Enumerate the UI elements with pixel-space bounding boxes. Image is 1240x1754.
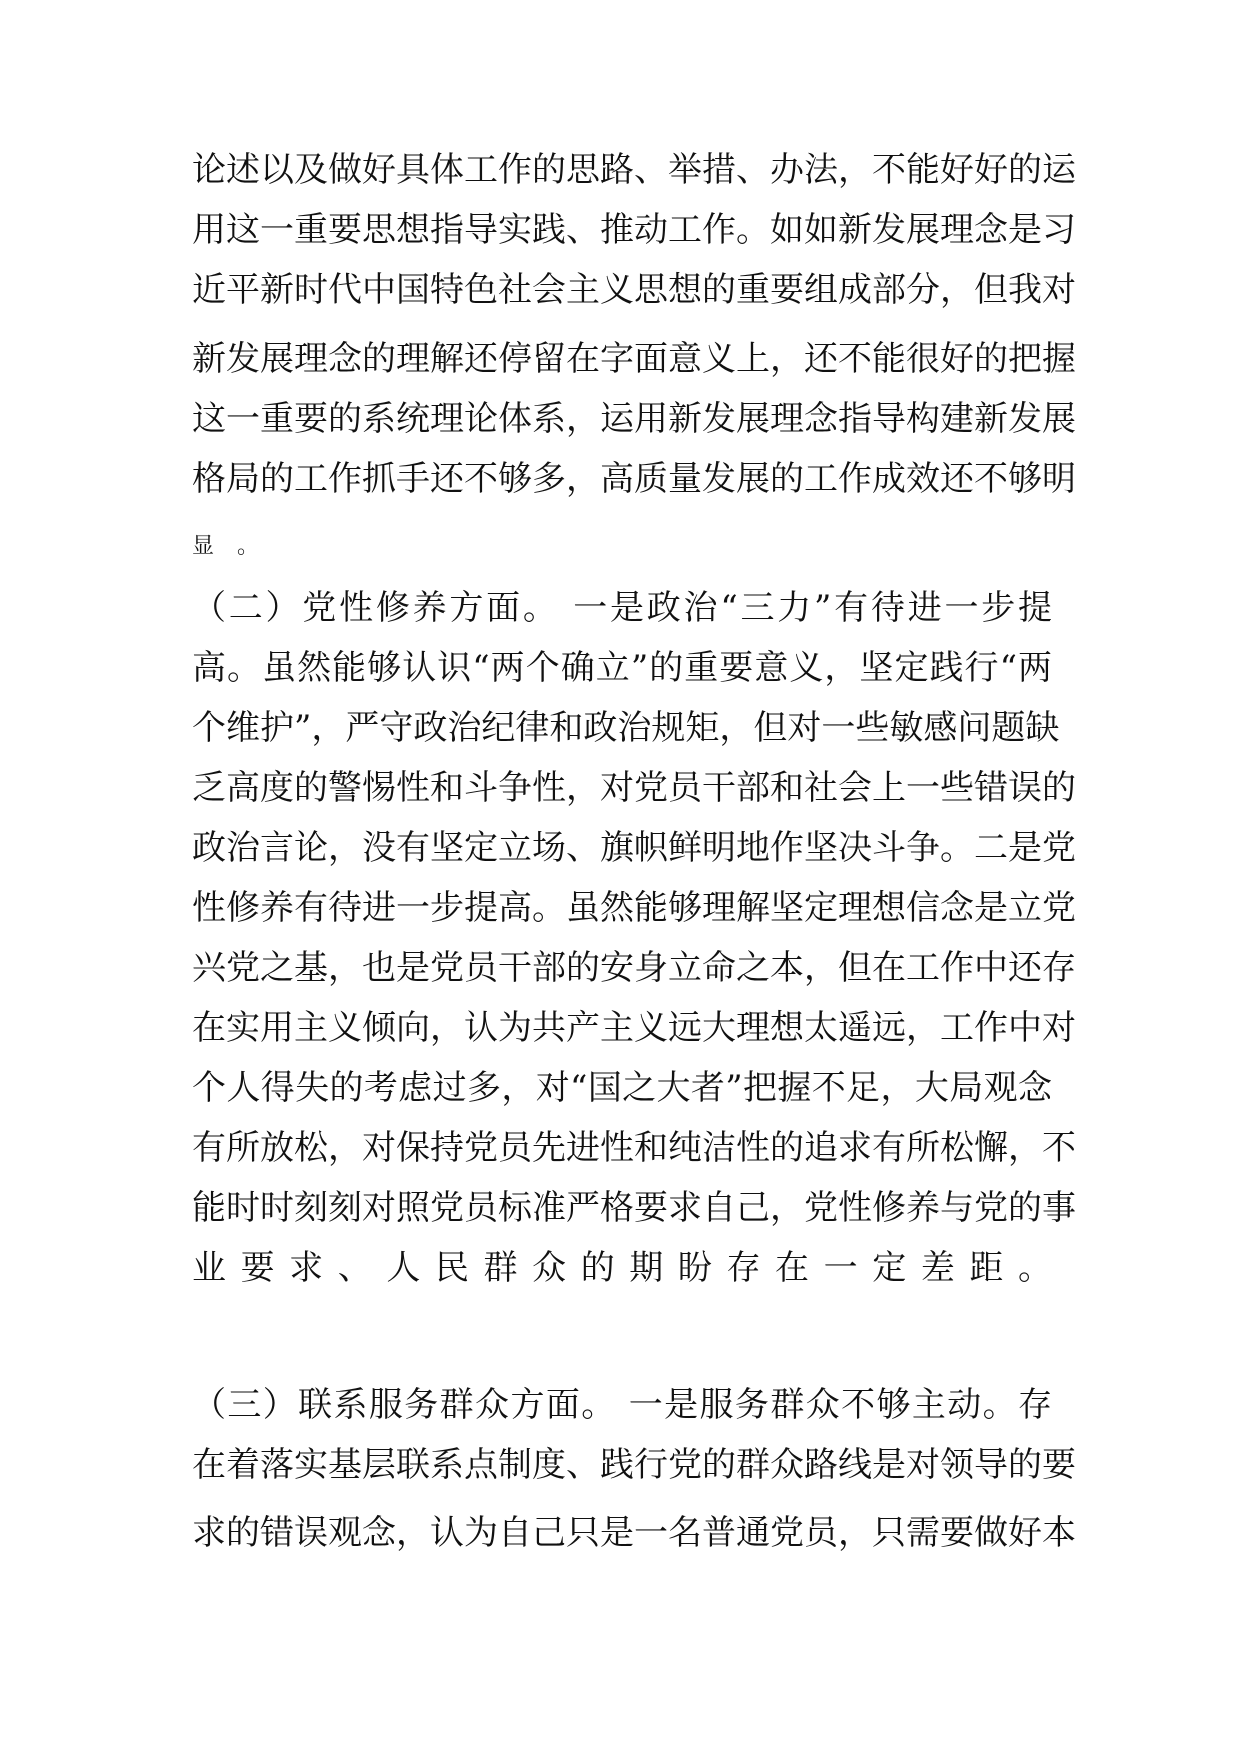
text-line: 能时时刻刻对照党员标准严格要求自己，党性修养与党的事	[192, 1188, 1076, 1228]
text-line: 求的错误观念，认为自己只是一名普通党员，只需要做好本	[192, 1513, 1076, 1553]
text-line: 个人得失的考虑过多，对“国之大者”把握不足，大局观念	[192, 1068, 1052, 1108]
text-line: 这一重要的系统理论体系，运用新发展理念指导构建新发展	[192, 399, 1076, 439]
text-line: 个维护”，严守政治纪律和政治规矩，但对一些敏感问题缺	[192, 708, 1060, 748]
text-line: 论述以及做好具体工作的思路、举措、办法，不能好好的运	[192, 150, 1076, 190]
text-line: 有所放松，对保持党员先进性和纯洁性的追求有所松懈，不	[192, 1128, 1076, 1168]
text-line: 业要求、人民群众的期盼存在一定差距。	[192, 1248, 1052, 1288]
text-line: 政治言论，没有坚定立场、旗帜鲜明地作坚决斗争。二是党	[192, 828, 1076, 868]
text-line: 近平新时代中国特色社会主义思想的重要组成部分，但我对	[192, 270, 1076, 310]
text-line: （三）联系服务群众方面。 一是服务群众不够主动。存	[192, 1385, 1052, 1425]
text-line	[192, 1307, 1052, 1367]
text-line: 新发展理念的理解还停留在字面意义上，还不能很好的把握	[192, 339, 1076, 379]
text-line: 高。虽然能够认识“两个确立”的重要意义，坚定践行“两	[192, 648, 1052, 688]
text-line: 性修养有待进一步提高。虽然能够理解坚定理想信念是立党	[192, 888, 1076, 928]
text-line: 乏高度的警惕性和斗争性，对党员干部和社会上一些错误的	[192, 768, 1076, 808]
text-line: 显 。	[192, 534, 267, 559]
text-line: 兴党之基，也是党员干部的安身立命之本，但在工作中还存	[192, 948, 1076, 988]
text-line: 格局的工作抓手还不够多，高质量发展的工作成效还不够明	[192, 459, 1076, 499]
text-line: 用这一重要思想指导实践、推动工作。如如新发展理念是习	[192, 210, 1076, 250]
text-line: 在着落实基层联系点制度、践行党的群众路线是对领导的要	[192, 1445, 1076, 1485]
text-line: 在实用主义倾向，认为共产主义远大理想太遥远，工作中对	[192, 1008, 1076, 1048]
text-line: （二）党性修养方面。 一是政治“三力”有待进一步提	[192, 588, 1052, 628]
